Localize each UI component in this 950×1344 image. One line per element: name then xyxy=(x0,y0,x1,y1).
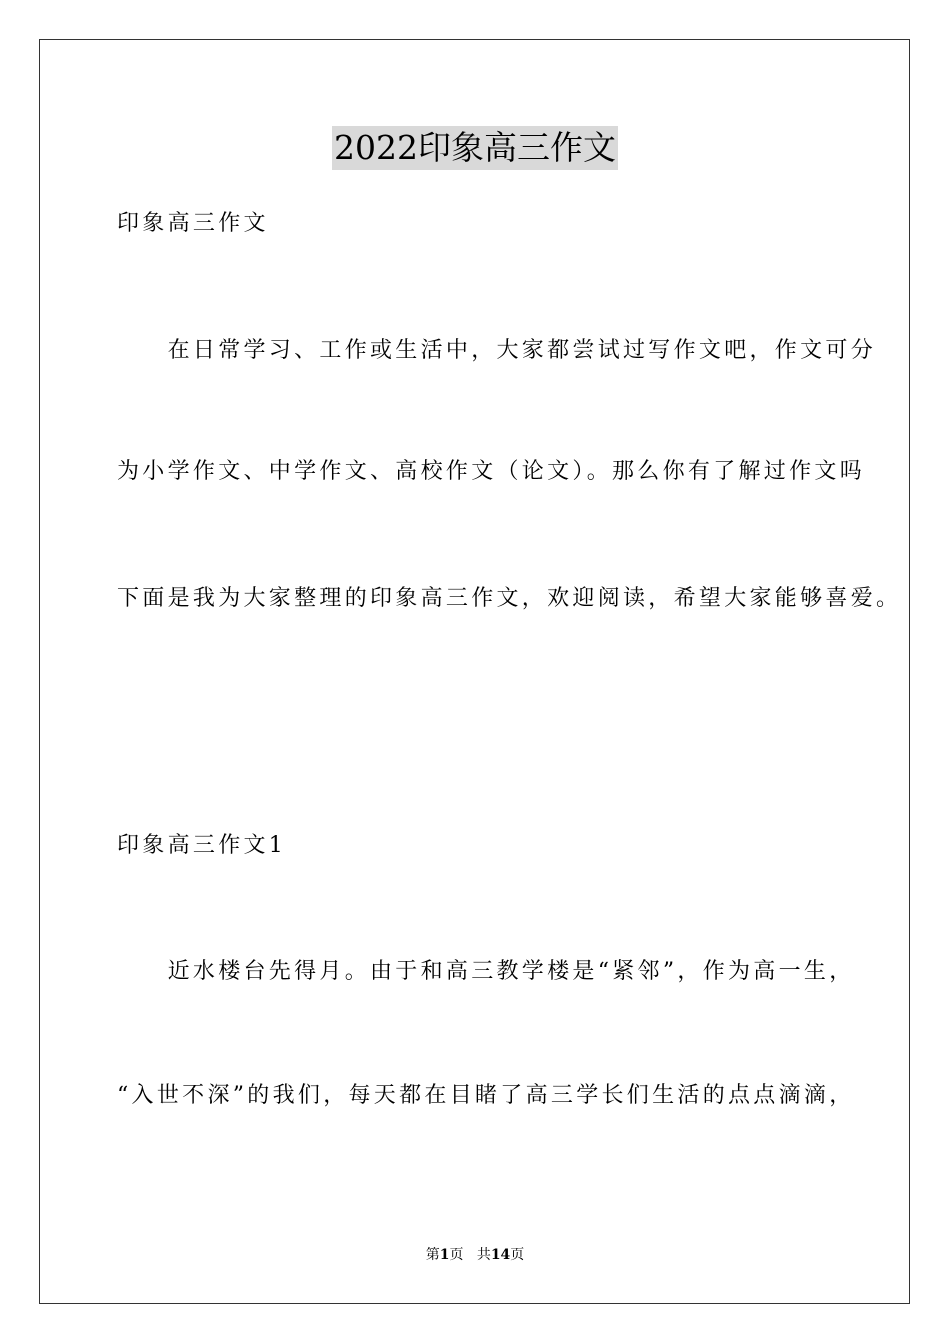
document-title xyxy=(0,126,950,176)
footer-page-suffix: 页 xyxy=(449,1247,464,1263)
section-heading: 印象高三作文1 xyxy=(117,833,287,858)
intro-line-2: 为小学作文、中学作文、高校作文（论文）。那么你有了解过作文吗 xyxy=(117,459,866,484)
footer-total-prefix: 共 xyxy=(476,1247,491,1263)
page-footer xyxy=(0,1245,950,1265)
footer-page-prefix: 第 xyxy=(425,1247,440,1263)
intro-line-3: 下面是我为大家整理的印象高三作文，欢迎阅读，希望大家能够喜爱。 xyxy=(117,586,902,611)
document-title-text: 2022印象高三作文 xyxy=(332,126,618,170)
body-line-2: “入世不深”的我们，每天都在目睹了高三学长们生活的点点滴滴， xyxy=(117,1083,855,1108)
footer-total-suffix: 页 xyxy=(510,1247,525,1263)
body-line-1: 近水楼台先得月。由于和高三教学楼是“紧邻”，作为高一生， xyxy=(117,959,855,984)
intro-line-1: 在日常学习、工作或生活中，大家都尝试过写作文吧，作文可分 xyxy=(117,338,877,363)
footer-total-number: 14 xyxy=(490,1247,511,1263)
document-subtitle: 印象高三作文 xyxy=(117,211,269,236)
footer-page-number: 1 xyxy=(439,1247,450,1263)
